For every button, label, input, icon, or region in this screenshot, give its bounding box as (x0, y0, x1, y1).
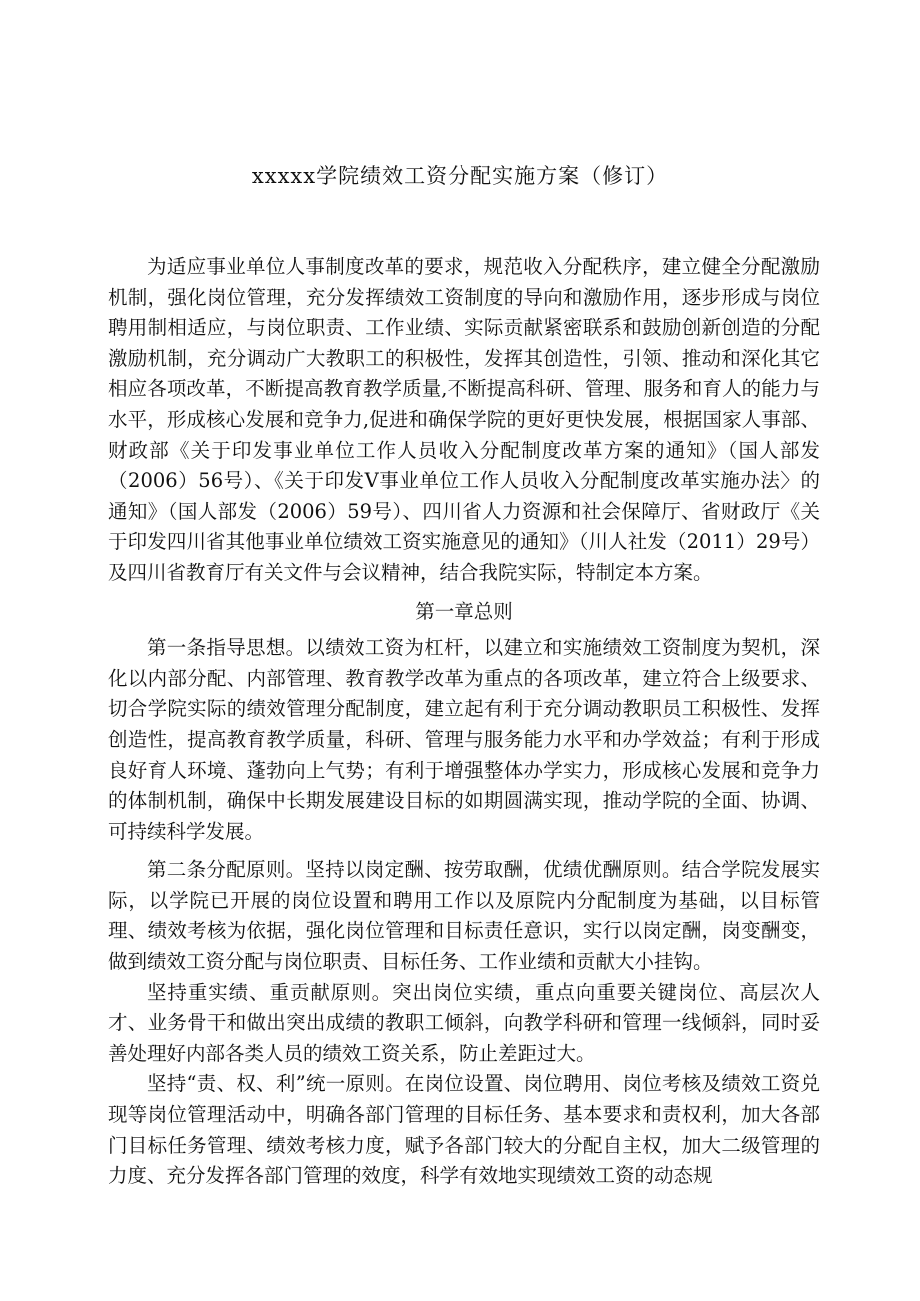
article-1-paragraph: 第一条指导思想。以绩效工资为杠杆，以建立和实施绩效工资制度为契机，深化以内部分配、内部管理、教育教学改革为重点的各项改革，建立符合上级要求、切合学院实际的绩效管理分配制度，建立起有利于充分调动教职员工积极性、发挥创造性，提高教育教学质量，科研、管理与服务能力水平和办学效益；有利于形成良好育人环境、蓬勃向上气势；有利于增强整体办学实力，形成核心发展和竞争力的体制机制，确保中长期发展建设目标的如期圆满实现，推动学院的全面、协调、可持续科学发展。 (108, 636, 820, 843)
chapter-heading: 第一章总则 (415, 599, 513, 623)
document-body (108, 252, 820, 1192)
principle-unity-paragraph: 坚持“责、权、利”统一原则。在岗位设置、岗位聘用、岗位考核及绩效工资兑现等岗位管理活动中，明确各部门管理的目标任务、基本要求和责权利，加大各部门目标任务管理、绩效考核力度，赋予各部门较大的分配自主权，加大二级管理的力度、充分发挥各部门管理的效度，科学有效地实现绩效工资的动态规 (108, 1072, 820, 1188)
article-2-paragraph: 第二条分配原则。坚持以岗定酬、按劳取酬，优绩优酬原则。结合学院发展实际，以学院已开展的岗位设置和聘用工作以及原院内分配制度为基础，以目标管理、绩效考核为依据，强化岗位管理和目标责任意识，实行以岗定酬，岗变酬变，做到绩效工资分配与岗位职责、目标任务、工作业绩和贡献大小挂钩。 (108, 858, 820, 974)
principle-merit-paragraph: 坚持重实绩、重贡献原则。突出岗位实绩，重点向重要关键岗位、高层次人才、业务骨干和做出突出成绩的教职工倾斜，向教学科研和管理一线倾斜，同时妥善处理好内部各类人员的绩效工资关系，防止差距过大。 (108, 980, 820, 1065)
document-title: xxxxx学院绩效工资分配实施方案（修订） (251, 164, 669, 188)
intro-paragraph: 为适应事业单位人事制度改革的要求，规范收入分配秩序，建立健全分配激励机制，强化岗位管理，充分发挥绩效工资制度的导向和激励作用，逐步形成与岗位聘用制相适应，与岗位职责、工作业绩、实际贡献紧密联系和鼓励创新创造的分配激励机制，充分调动广大教职工的积极性，发挥其创造性，引领、推动和深化其它相应各项改革，不断提高教育教学质量,不断提高科研、管理、服务和育人的能力与水平，形成核心发展和竞争力,促进和确保学院的更好更快发展，根据国家人事部、财政部《关于印发事业单位工作人员收入分配制度改革方案的通知》（国人部发（2006）56号）、《关于印发Ⅴ事业单位工作人员收入分配制度改革实施办法〉的通知》（国人部发（2006）59号）、四川省人力资源和社会保障厅、省财政厅《关于印发四川省其他事业单位绩效工资实施意见的通知》（川人社发（2011）29号）及四川省教育厅有关文件与会议精神，结合我院实际，特制定本方案。 (108, 255, 820, 584)
